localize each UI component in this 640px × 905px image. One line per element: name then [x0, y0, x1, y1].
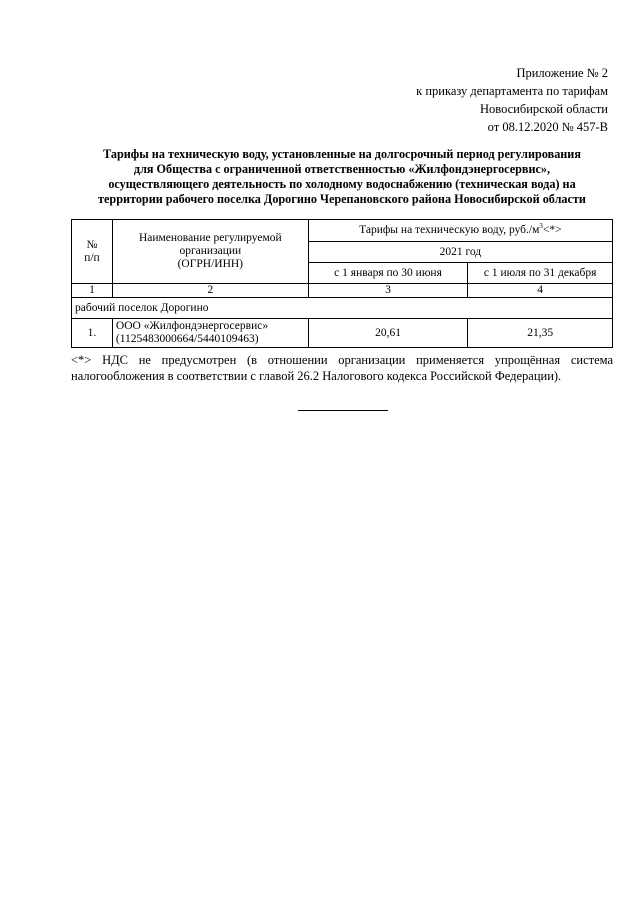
header-cell-number	[72, 220, 113, 284]
header-tariffs-unit-sup: 3	[539, 222, 543, 231]
header-cell-year: 2021 год	[308, 242, 612, 263]
row-org-ids: (1125483000664/5440109463)	[115, 333, 259, 345]
row-organization	[112, 319, 308, 348]
appendix-number: Приложение № 2	[516, 66, 608, 80]
header-tariffs-text: Тарифы на техническую воду, руб./м	[359, 224, 540, 236]
document-title	[68, 147, 616, 207]
row-number: 1.	[72, 319, 113, 348]
appendix-order-date: от 08.12.2020 № 457-В	[487, 120, 608, 134]
header-tariffs-footnote-mark: <*>	[542, 224, 562, 236]
title-line-3: осуществляющего деятельность по холодному водоснабжению (техническая вода) на	[108, 177, 576, 191]
section-label: рабочий поселок Дорогино	[72, 298, 613, 319]
row-tariff-period-2: 21,35	[468, 319, 613, 348]
title-line-4: территории рабочего поселка Дорогино Черепановского района Новосибирской области	[98, 192, 586, 206]
footnote-line-1: <*> НДС не предусмотрен (в отношении организации применяется упрощённая система	[71, 353, 613, 367]
header-org-line-3: (ОГРН/ИНН)	[177, 258, 244, 270]
header-cell-tariffs	[308, 220, 612, 242]
header-org-line-2: организации	[179, 245, 242, 257]
table-column-numbers-row	[72, 284, 613, 298]
column-number-1: 1	[72, 284, 113, 298]
header-cell-period-2: с 1 июля по 31 декабря	[468, 263, 613, 284]
header-number-symbol: №	[86, 238, 98, 251]
row-org-name: ООО «Жилфондэнергосервис»	[115, 320, 269, 332]
column-number-4: 4	[468, 284, 613, 298]
table-header-row	[72, 220, 613, 242]
table-row	[72, 319, 613, 348]
tariff-table	[71, 219, 613, 348]
appendix-header	[416, 64, 608, 136]
header-number-label: п/п	[84, 251, 100, 264]
appendix-order-ref: к приказу департамента по тарифам	[416, 84, 608, 98]
column-number-2: 2	[112, 284, 308, 298]
footnote	[71, 352, 613, 384]
header-org-line-1: Наименование регулируемой	[138, 232, 282, 244]
table-section-row	[72, 298, 613, 319]
header-cell-organization	[112, 220, 308, 284]
column-number-3: 3	[308, 284, 468, 298]
title-line-2: для Общества с ограниченной ответственностью «Жилфондэнергосервис»,	[133, 162, 551, 176]
title-line-1: Тарифы на техническую воду, установленные на долгосрочный период регулирования	[103, 147, 581, 161]
separator-line	[298, 410, 388, 411]
row-tariff-period-1: 20,61	[308, 319, 468, 348]
header-cell-period-1: с 1 января по 30 июня	[308, 263, 468, 284]
footnote-line-2: налогообложения в соответствии с главой 26.2 Налогового кодекса Российской Федерации).	[71, 369, 562, 383]
appendix-region: Новосибирской области	[479, 102, 608, 116]
